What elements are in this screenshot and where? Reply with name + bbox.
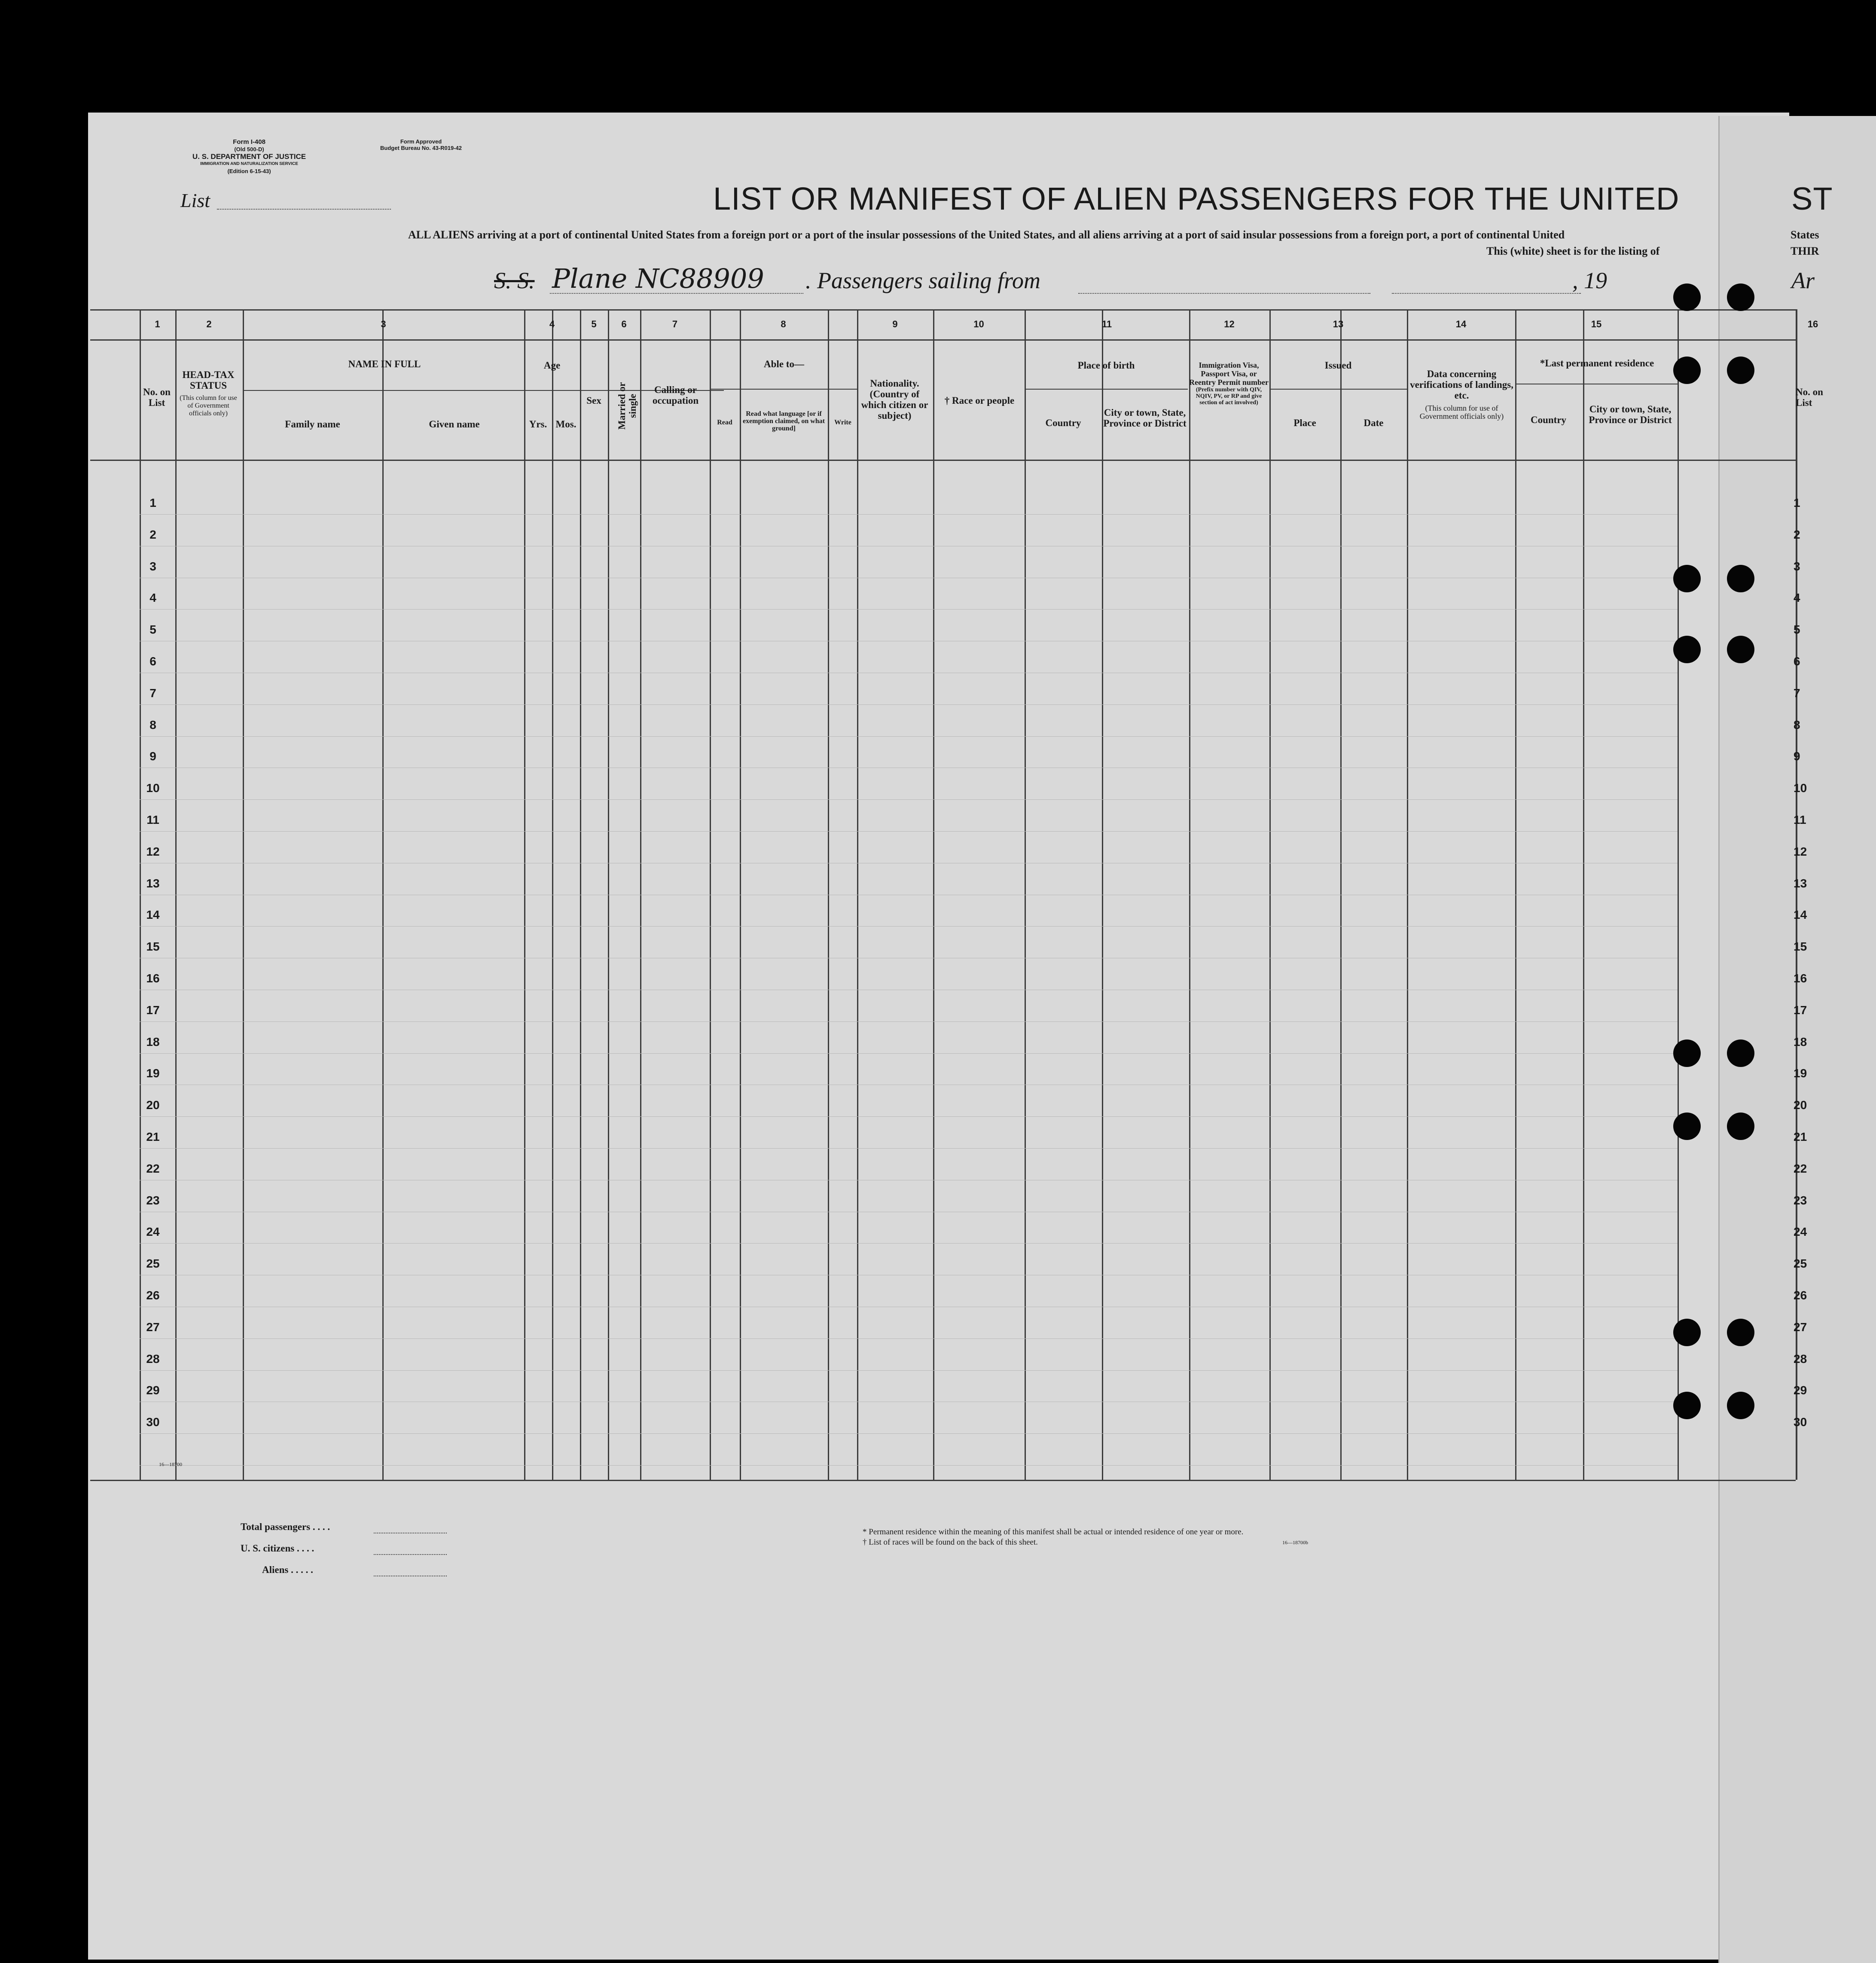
column-number: 15 [1591, 319, 1602, 329]
col-immigration-visa [1189, 361, 1269, 406]
row-number: 10 [146, 781, 160, 795]
row-number-right: 18 [1794, 1035, 1807, 1049]
row-number: 25 [146, 1257, 160, 1270]
row-number-right: 3 [1794, 560, 1800, 573]
col-date: Date [1364, 418, 1384, 428]
col-head-tax [176, 369, 241, 418]
row-number-right: 15 [1794, 940, 1807, 953]
row-number-right: 12 [1794, 845, 1807, 858]
row-number: 8 [149, 718, 156, 732]
row-rule [140, 1338, 1678, 1339]
col-city: City or town, State, Province or District [1103, 407, 1187, 429]
row-number: 6 [149, 655, 156, 668]
row-number-right: 6 [1794, 655, 1800, 668]
col-place-of-birth: Place of birth [1077, 360, 1135, 371]
row-number-right: 4 [1794, 591, 1800, 604]
punch-hole [1727, 283, 1754, 311]
column-number: 14 [1455, 319, 1467, 329]
row-rule [140, 1053, 1678, 1054]
punch-hole [1727, 1113, 1754, 1140]
punch-hole [1727, 1392, 1754, 1419]
col-no-on-list-right: No. on List [1796, 387, 1823, 408]
column-rule [1678, 309, 1679, 1480]
row-number-right: 17 [1794, 1003, 1807, 1017]
row-number: 26 [146, 1289, 160, 1302]
punch-hole [1673, 636, 1701, 663]
row-number-right: 20 [1794, 1098, 1807, 1112]
col-married: Married or single [616, 382, 638, 430]
punch-hole [1673, 283, 1701, 311]
row-number: 18 [146, 1035, 160, 1049]
punch-hole [1673, 565, 1701, 592]
page-title: LIST OR MANIFEST OF ALIEN PASSENGERS FOR THE UNITED [713, 181, 1680, 216]
form-code-left: 16—18700 [159, 1461, 182, 1467]
row-number: 28 [146, 1352, 160, 1366]
row-rule [140, 831, 1678, 832]
row-number: 4 [149, 591, 156, 604]
row-number: 1 [149, 496, 156, 509]
footnote-residence: * Permanent residence within the meaning of this manifest shall be actual or intended residence of one year or more. [863, 1527, 1244, 1536]
row-rule [140, 1116, 1678, 1117]
row-number-right: 29 [1794, 1384, 1807, 1397]
column-number: 1 [155, 319, 160, 329]
column-number: 3 [381, 319, 386, 329]
row-number-right: 27 [1794, 1320, 1807, 1334]
column-number: 7 [672, 319, 678, 329]
col-race: † Race or people [944, 395, 1015, 406]
col-write: Write [834, 419, 851, 426]
col-name-in-full: NAME IN FULL [348, 359, 421, 369]
us-citizens-label: U. S. citizens . . . . [241, 1543, 314, 1554]
vessel-name-handwritten: Plane NC88909 [552, 263, 764, 294]
sailing-from-blank [1078, 293, 1370, 294]
colnum-rule [90, 339, 1796, 341]
row-number: 19 [146, 1067, 160, 1080]
punch-hole [1727, 1319, 1754, 1346]
row-number: 7 [149, 686, 156, 700]
old-number: (Old 500-D) [234, 146, 264, 152]
row-number: 2 [149, 528, 156, 541]
col-issued: Issued [1324, 360, 1352, 371]
immigration-visa-label: Immigration Visa, Passport Visa, or Reentry Permit number [1189, 361, 1269, 387]
row-number: 16 [146, 972, 160, 985]
col-mos: Mos. [555, 419, 577, 430]
column-rule [1796, 309, 1797, 1480]
col-calling: Calling or occupation [652, 384, 699, 406]
col-read-what: Read what language [or if exemption claimed, on what ground] [742, 410, 825, 432]
row-number: 3 [149, 560, 156, 573]
row-number-right: 1 [1794, 496, 1800, 509]
row-number-right: 11 [1794, 813, 1806, 826]
service: IMMIGRATION AND NATURALIZATION SERVICE [200, 162, 298, 166]
column-number: 11 [1101, 319, 1112, 329]
row-number-right: 13 [1794, 877, 1807, 890]
head-tax-label: HEAD-TAX STATUS [182, 369, 235, 391]
punch-hole [1727, 636, 1754, 663]
column-number: 13 [1333, 319, 1344, 329]
department: U. S. DEPARTMENT OF JUSTICE [192, 152, 306, 161]
column-number: 10 [973, 319, 984, 329]
able-subrule [710, 389, 858, 390]
subtitle-right-2: THIR [1791, 245, 1819, 257]
column-number: 9 [892, 319, 898, 329]
header-bottom-rule [90, 460, 1796, 461]
punch-hole [1673, 1319, 1701, 1346]
row-number-right: 7 [1794, 686, 1800, 700]
row-number-right: 30 [1794, 1415, 1807, 1429]
column-number: 16 [1807, 319, 1818, 329]
punch-hole [1673, 1039, 1701, 1067]
col-yrs: Yrs. [529, 419, 547, 430]
col-read: Read [717, 419, 732, 426]
column-number: 2 [206, 319, 212, 329]
row-rule [140, 926, 1678, 927]
pob-subrule [1025, 389, 1188, 390]
punch-hole [1673, 1113, 1701, 1140]
row-number: 22 [146, 1162, 160, 1175]
punch-hole [1673, 1392, 1701, 1419]
punch-hole [1727, 1039, 1754, 1067]
row-number: 21 [146, 1130, 160, 1143]
row-rule [140, 1021, 1678, 1022]
date-blank [1392, 293, 1581, 294]
table-bottom-rule [90, 1480, 1796, 1481]
col-last-residence: *Last permanent residence [1540, 358, 1654, 369]
row-number-right: 8 [1794, 718, 1800, 732]
vessel-blank [550, 293, 803, 294]
total-passengers-label: Total passengers . . . . [241, 1521, 330, 1532]
row-rule [140, 736, 1678, 737]
budget-number: Budget Bureau No. 43-R019-42 [380, 145, 462, 151]
form-id-block [163, 138, 335, 175]
data-concerning-label: Data concerning verifications of landings, etc. [1410, 369, 1513, 401]
subtitle-line-2: This (white) sheet is for the listing of [1486, 245, 1660, 257]
footer-code: 16—18700b [1282, 1539, 1308, 1545]
row-number: 9 [149, 750, 156, 763]
row-number: 5 [149, 623, 156, 636]
row-number-right: 2 [1794, 528, 1800, 541]
page-title-continued: ST [1791, 181, 1833, 216]
col-family-name: Family name [285, 419, 340, 430]
issued-subrule [1269, 389, 1407, 390]
col-no-on-list: No. on List [143, 387, 171, 408]
row-number-right: 5 [1794, 623, 1800, 636]
row-number-right: 22 [1794, 1162, 1807, 1175]
ss-label: S. S. [494, 268, 535, 293]
row-rule [140, 1465, 1678, 1466]
col-place: Place [1293, 418, 1316, 428]
column-number: 8 [781, 319, 786, 329]
row-number: 29 [146, 1384, 160, 1397]
row-number-right: 24 [1794, 1225, 1807, 1238]
row-rule [140, 609, 1678, 610]
punch-hole [1673, 357, 1701, 384]
subtitle-line-1: ALL ALIENS arriving at a port of continental United States from a foreign port or a port of the insular possessions of the United States, and all aliens arriving at a port of said insular possessions from a foreign port, a port of continental United [408, 229, 1565, 241]
row-number: 27 [146, 1320, 160, 1334]
row-number-right: 16 [1794, 972, 1807, 985]
us-citizens-blank [374, 1554, 447, 1555]
form-number: Form I-408 [233, 138, 265, 146]
col-country-2: Country [1530, 415, 1567, 425]
column-number: 5 [591, 319, 597, 329]
manifest-sheet [88, 113, 1789, 1960]
head-tax-note: (This column for use of Government officials only) [180, 394, 237, 417]
row-number: 23 [146, 1194, 160, 1207]
row-number-right: 10 [1794, 781, 1807, 795]
row-number: 15 [146, 940, 160, 953]
row-number-right: 9 [1794, 750, 1800, 763]
col-nationality: Nationality. (Country of which citizen or subject) [861, 378, 928, 421]
col-age: Age [543, 360, 561, 371]
row-number: 14 [146, 908, 160, 921]
col-sex: Sex [586, 395, 601, 406]
row-rule [140, 799, 1678, 800]
row-rule [140, 1370, 1678, 1371]
col-data-concerning [1409, 369, 1514, 421]
subtitle-right-1: States [1791, 229, 1819, 241]
row-number: 13 [146, 877, 160, 890]
form-approved: Form Approved [400, 138, 442, 145]
year-label: , 19 [1572, 268, 1607, 293]
col-able-to: Able to— [764, 359, 804, 369]
row-rule [140, 704, 1678, 705]
approval-block [361, 138, 481, 151]
row-number: 11 [146, 813, 159, 826]
row-number-right: 19 [1794, 1067, 1807, 1080]
row-rule [140, 1148, 1678, 1149]
column-number: 6 [621, 319, 627, 329]
footnote-races: † List of races will be found on the back of this sheet. [863, 1538, 1038, 1547]
column-number: 4 [549, 319, 555, 329]
row-number-right: 28 [1794, 1352, 1807, 1366]
edition: (Edition 6-15-43) [227, 168, 271, 174]
list-blank [217, 209, 391, 210]
aliens-label: Aliens . . . . . [262, 1564, 313, 1575]
col-city-2: City or town, State, Province or District [1589, 404, 1672, 425]
row-number: 20 [146, 1098, 160, 1112]
row-rule [140, 514, 1678, 515]
row-number-right: 21 [1794, 1130, 1807, 1143]
row-number-right: 14 [1794, 908, 1807, 921]
row-number-right: 25 [1794, 1257, 1807, 1270]
immigration-visa-note: (Prefix number with QIV, NQIV, PV, or RP and give section of act involved) [1196, 387, 1262, 406]
col-given-name: Given name [429, 419, 480, 430]
col-country: Country [1045, 418, 1081, 428]
punch-hole [1727, 357, 1754, 384]
row-number: 12 [146, 845, 160, 858]
row-number-right: 23 [1794, 1194, 1807, 1207]
row-number: 17 [146, 1003, 160, 1017]
row-rule [140, 1433, 1678, 1434]
row-number: 30 [146, 1415, 160, 1429]
column-number: 12 [1224, 319, 1235, 329]
arr-label: Ar [1791, 268, 1815, 293]
row-number-right: 26 [1794, 1289, 1807, 1302]
list-label: List [180, 189, 210, 211]
row-number: 24 [146, 1225, 160, 1238]
sailing-label: . Passengers sailing from [805, 268, 1041, 293]
row-rule [140, 1243, 1678, 1244]
data-concerning-note: (This column for use of Government officials only) [1419, 404, 1504, 421]
table-top-rule [90, 309, 1796, 311]
punch-hole [1727, 565, 1754, 592]
